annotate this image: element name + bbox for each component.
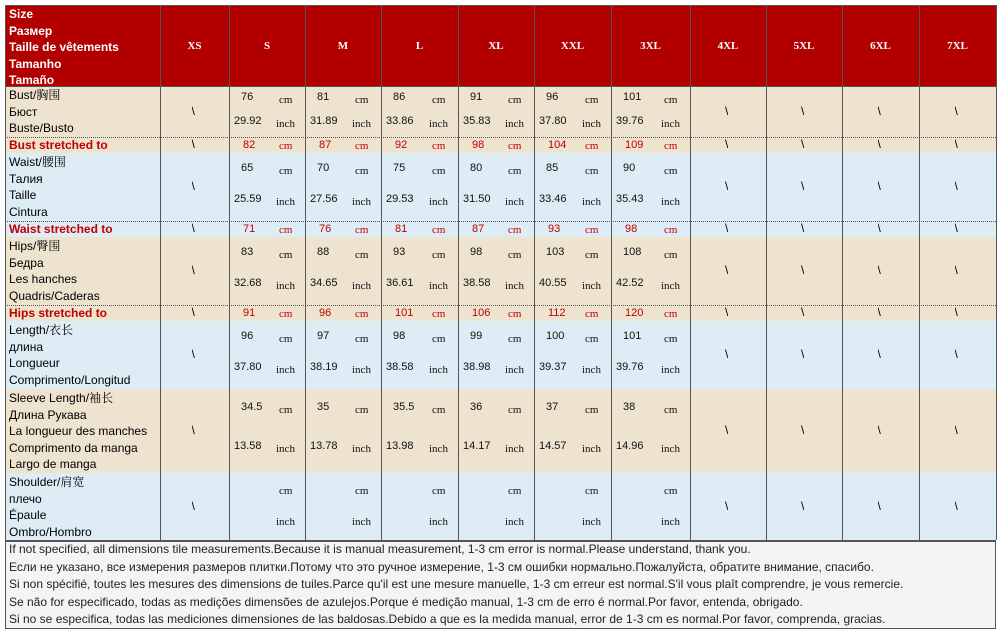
cm-unit: cm [508,164,522,177]
inch-value-waist: 31.50 [463,193,491,206]
stretch-value-waist: 98 [625,223,638,235]
size-heading-line: Size [9,7,34,21]
row-label-line: Бюст [9,104,38,119]
inch-value-sleeve: 13.98 [386,440,414,453]
inch-value-bust: 35.83 [463,114,491,127]
cm-value-length: 98 [393,329,406,342]
empty-mark: \ [801,423,805,437]
cm-unit: cm [585,164,599,177]
column-border [690,5,691,540]
row-label-sleeve [5,389,160,473]
footer-note: Si non spécifié, toutes les mesures des dimensions de tuiles.Parce qu'il est une mesure manuelle, 1-3 cm erreur est normal.S'il vous plaît comprendre, je vous remercie. [9,577,904,592]
cm-unit: cm [508,404,522,417]
inch-value-bust: 33.86 [386,114,414,127]
inch-value-sleeve: 14.57 [539,440,567,453]
cm-unit: cm [664,164,678,177]
stretch-label-hips: Hips stretched to [9,306,108,320]
size-header-5xl: 5XL [793,39,815,52]
column-border [5,5,6,540]
empty-mark: \ [725,137,729,151]
cm-unit: cm [432,308,446,320]
inch-value-bust: 31.89 [310,114,338,127]
cm-unit: cm [432,164,446,177]
cm-value-bust: 86 [393,91,406,104]
stretch-value-hips: 96 [319,307,332,319]
row-label-waist [5,153,160,221]
empty-mark: \ [954,103,958,118]
inch-unit: inch [429,515,448,528]
inch-unit: inch [661,117,680,130]
empty-mark: \ [801,137,805,151]
inch-value-hips: 32.68 [234,277,262,290]
size-header-xxl: XXL [560,39,585,52]
cm-value-length: 100 [546,329,565,342]
cm-unit: cm [355,484,369,497]
cm-value-length: 101 [623,329,642,342]
column-border [458,5,459,540]
footer-note: Se não for especificado, todas as medições dimensões de azulejos.Porque é medição manual, 1-3 cm de erro é normal.Por favor, entenda, obrigado. [9,594,803,609]
cm-value-sleeve: 36 [470,401,483,414]
row-label-line: Taille [9,188,37,203]
size-heading-line: Tamaño [9,73,55,86]
empty-mark: \ [954,179,958,193]
inch-value-hips: 38.58 [463,277,491,290]
cm-unit: cm [432,248,446,261]
empty-mark: \ [725,305,729,319]
cm-unit: cm [585,404,599,417]
inch-unit: inch [429,196,448,209]
stretch-value-hips: 101 [395,307,414,319]
empty-mark: \ [801,221,805,235]
size-header-3xl: 3XL [640,39,661,52]
inch-unit: inch [276,364,295,377]
column-border [611,5,612,540]
cm-unit: cm [355,308,369,320]
column-border [842,5,843,540]
column-border [229,5,230,540]
cm-unit: cm [279,94,293,107]
inch-unit: inch [582,515,601,528]
cm-value-waist: 70 [317,161,330,174]
empty-mark: \ [725,179,729,193]
stretch-value-bust: 92 [395,139,408,151]
empty-mark: \ [877,103,881,118]
inch-unit: inch [429,443,448,456]
empty-mark: \ [191,179,195,193]
empty-mark: \ [191,498,195,513]
empty-mark: \ [191,347,195,361]
cm-unit: cm [355,332,369,345]
row-label-line: Length/衣长 [9,323,74,337]
stretch-value-waist: 71 [243,223,256,235]
cm-unit: cm [432,332,446,345]
cm-unit: cm [508,224,522,236]
empty-mark: \ [954,263,958,277]
row-label-line: Bust/胸围 [9,88,61,102]
empty-mark: \ [877,179,881,193]
column-border [305,5,306,540]
empty-mark: \ [191,305,195,319]
empty-mark: \ [191,221,195,235]
inch-unit: inch [276,196,295,209]
row-label-line: Ombro/Hombro [9,524,92,539]
cm-unit: cm [585,308,599,320]
stretch-separator [5,221,996,222]
stretch-separator [5,305,996,306]
cm-unit: cm [279,308,293,320]
empty-mark: \ [954,423,958,437]
cm-value-sleeve: 37 [546,401,559,414]
empty-mark: \ [954,305,958,319]
empty-mark: \ [954,137,958,151]
cm-unit: cm [585,224,599,236]
inch-unit: inch [505,364,524,377]
row-label-line: Waist/腰围 [9,155,66,169]
cm-value-hips: 83 [241,245,254,258]
size-header-m: M [337,39,349,52]
inch-value-bust: 29.92 [234,114,262,127]
cm-unit: cm [279,332,293,345]
header-bottom-border [5,86,996,87]
cm-value-length: 97 [317,329,330,342]
cm-unit: cm [279,484,293,497]
inch-unit: inch [352,515,371,528]
footer-note: Если не указано, все измерения размеров плитки.Потому что это ручное измерение, 1-3 см ошибки нормально.Пожалуйста, обратите внимание, спасибо. [9,559,874,574]
size-header-s: S [263,39,271,52]
stretch-value-hips: 106 [472,307,491,319]
inch-value-waist: 29.53 [386,193,414,206]
row-label-line: Les hanches [9,272,78,287]
size-heading [5,5,160,86]
size-heading-line: Taille de vêtements [9,40,119,55]
inch-value-hips: 42.52 [616,277,644,290]
cm-value-length: 99 [470,329,483,342]
cm-value-waist: 80 [470,161,483,174]
size-header-4xl: 4XL [717,39,739,52]
cm-unit: cm [664,140,678,152]
cm-unit: cm [355,164,369,177]
inch-unit: inch [276,117,295,130]
cm-unit: cm [664,248,678,261]
cm-unit: cm [432,224,446,236]
cm-value-sleeve: 38 [623,401,636,414]
empty-mark: \ [725,263,729,277]
cm-unit: cm [279,140,293,152]
cm-value-sleeve: 34.5 [241,401,263,414]
inch-value-length: 38.98 [463,361,491,374]
cm-value-sleeve: 35 [317,401,330,414]
inch-unit: inch [582,117,601,130]
cm-unit: cm [664,332,678,345]
inch-unit: inch [352,117,371,130]
row-label-line: La longueur des manches [9,424,148,439]
empty-mark: \ [877,305,881,319]
cm-unit: cm [664,484,678,497]
cm-value-bust: 96 [546,91,559,104]
cm-unit: cm [432,404,446,417]
cm-unit: cm [279,248,293,261]
empty-mark: \ [877,423,881,437]
row-label-hips [5,237,160,305]
empty-mark: \ [725,423,729,437]
inch-unit: inch [429,364,448,377]
row-label-line: Buste/Busto [9,121,74,136]
cm-unit: cm [508,484,522,497]
inch-value-sleeve: 14.17 [463,440,491,453]
cm-value-waist: 65 [241,161,254,174]
cm-unit: cm [355,224,369,236]
inch-unit: inch [352,364,371,377]
inch-unit: inch [505,196,524,209]
row-label-line: Hips/臀围 [9,239,61,253]
empty-mark: \ [801,498,805,513]
empty-mark: \ [877,137,881,151]
size-header-xl: XL [488,39,504,52]
inch-unit: inch [661,443,680,456]
inch-unit: inch [661,515,680,528]
cm-unit: cm [432,140,446,152]
inch-value-waist: 35.43 [616,193,644,206]
cm-value-sleeve: 35.5 [393,401,415,414]
row-label-line: Quadris/Caderas [9,288,100,303]
row-label-line: Comprimento da manga [9,440,138,455]
row-label-line: плечо [9,491,42,506]
empty-mark: \ [877,498,881,513]
stretch-value-bust: 82 [243,139,256,151]
inch-value-sleeve: 13.78 [310,440,338,453]
stretch-value-waist: 87 [472,223,485,235]
inch-unit: inch [429,280,448,293]
inch-unit: inch [582,280,601,293]
cm-unit: cm [508,140,522,152]
cm-unit: cm [355,404,369,417]
cm-value-hips: 98 [470,245,483,258]
empty-mark: \ [191,263,195,277]
cm-value-bust: 91 [470,91,483,104]
row-label-line: Longueur [9,356,60,371]
stretch-value-bust: 98 [472,139,485,151]
cm-value-bust: 81 [317,91,330,104]
inch-unit: inch [582,364,601,377]
inch-unit: inch [661,196,680,209]
empty-mark: \ [801,263,805,277]
cm-unit: cm [585,248,599,261]
row-label-line: Длина Рукава [9,407,87,422]
size-header-7xl: 7XL [947,39,968,52]
row-label-line: Cintura [9,204,48,219]
stretch-label-bust: Bust stretched to [9,138,108,152]
inch-unit: inch [276,280,295,293]
cm-value-hips: 93 [393,245,406,258]
footer-note: If not specified, all dimensions tile measurements.Because it is manual measurement, 1-3 cm error is normal.Please understand, thank you. [9,542,751,556]
row-label-line: длина [9,339,44,354]
cm-unit: cm [508,248,522,261]
row-label-line: Бедра [9,255,44,270]
inch-value-length: 38.58 [386,361,414,374]
column-border [996,5,997,540]
inch-value-waist: 33.46 [539,193,567,206]
inch-unit: inch [661,364,680,377]
inch-value-hips: 40.55 [539,277,567,290]
size-header-l: L [415,39,424,52]
column-border [919,5,920,540]
empty-mark: \ [725,347,729,361]
cm-unit: cm [585,484,599,497]
empty-mark: \ [801,347,805,361]
empty-mark: \ [191,423,195,437]
cm-unit: cm [355,140,369,152]
inch-value-waist: 25.59 [234,193,262,206]
cm-value-waist: 75 [393,161,406,174]
stretch-value-waist: 76 [319,223,332,235]
inch-unit: inch [505,280,524,293]
inch-unit: inch [429,117,448,130]
stretch-value-bust: 104 [548,139,567,151]
inch-value-length: 37.80 [234,361,262,374]
row-label-line: Shoulder/肩宽 [9,475,85,489]
row-label-length [5,321,160,389]
inch-value-length: 39.37 [539,361,567,374]
inch-value-bust: 39.76 [616,114,644,127]
empty-mark: \ [877,221,881,235]
stretch-value-bust: 87 [319,139,332,151]
inch-value-length: 39.76 [616,361,644,374]
size-header-6xl: 6XL [870,39,891,52]
stretch-separator [5,137,996,138]
stretch-label-waist: Waist stretched to [9,222,113,236]
empty-mark: \ [801,179,805,193]
column-border [381,5,382,540]
empty-mark: \ [191,103,195,118]
inch-value-sleeve: 14.96 [616,440,644,453]
inch-unit: inch [276,443,295,456]
empty-mark: \ [954,498,958,513]
row-label-shoulder [5,473,160,540]
row-label-line: Талия [9,171,43,186]
cm-unit: cm [664,94,678,107]
cm-value-waist: 85 [546,161,559,174]
cm-unit: cm [279,164,293,177]
cm-unit: cm [279,224,293,236]
size-heading-line: Размер [9,23,53,38]
empty-mark: \ [725,221,729,235]
inch-unit: inch [505,515,524,528]
row-label-line: Sleeve Length/袖长 [9,391,114,405]
cm-unit: cm [355,94,369,107]
cm-value-hips: 108 [623,245,642,258]
stretch-value-hips: 91 [243,307,256,319]
stretch-value-hips: 120 [625,307,644,319]
cm-value-bust: 76 [241,91,254,104]
cm-unit: cm [585,332,599,345]
empty-mark: \ [954,221,958,235]
column-border [534,5,535,540]
column-border [766,5,767,540]
inch-unit: inch [661,280,680,293]
cm-unit: cm [432,484,446,497]
inch-value-waist: 27.56 [310,193,338,206]
inch-unit: inch [352,443,371,456]
size-header-xs: XS [187,39,202,52]
table-top-border [5,5,996,6]
cm-unit: cm [508,308,522,320]
inch-value-hips: 34.65 [310,277,338,290]
empty-mark: \ [877,263,881,277]
cm-unit: cm [432,94,446,107]
empty-mark: \ [801,305,805,319]
inch-unit: inch [505,443,524,456]
footer-note: Si no se especifica, todas las mediciones dimensiones de las baldosas.Debido a que es la medida manual, error de 1-3 cm es normal.Por favor, comprenda, gracias. [9,612,886,627]
cm-unit: cm [585,140,599,152]
inch-unit: inch [582,196,601,209]
empty-mark: \ [954,347,958,361]
cm-unit: cm [664,308,678,320]
stretch-value-waist: 81 [395,223,408,235]
inch-unit: inch [276,515,295,528]
inch-unit: inch [505,117,524,130]
empty-mark: \ [725,498,729,513]
inch-value-bust: 37.80 [539,114,567,127]
stretch-value-waist: 93 [548,223,561,235]
empty-mark: \ [801,103,805,118]
cm-value-bust: 101 [623,91,642,104]
cm-unit: cm [508,332,522,345]
empty-mark: \ [877,347,881,361]
column-border [160,5,161,540]
size-heading-line: Tamanho [9,56,62,71]
cm-unit: cm [279,404,293,417]
row-label-line: Comprimento/Longitud [9,372,131,387]
empty-mark: \ [191,137,195,151]
inch-unit: inch [582,443,601,456]
empty-mark: \ [725,103,729,118]
inch-value-sleeve: 13.58 [234,440,262,453]
cm-value-hips: 88 [317,245,330,258]
cm-unit: cm [355,248,369,261]
cm-unit: cm [664,404,678,417]
stretch-value-hips: 112 [548,307,566,319]
stretch-value-bust: 109 [625,139,644,151]
cm-unit: cm [508,94,522,107]
cm-unit: cm [664,224,678,236]
cm-value-length: 96 [241,329,254,342]
inch-value-hips: 36.61 [386,277,414,290]
inch-value-length: 38.19 [310,361,338,374]
inch-unit: inch [352,280,371,293]
cm-value-hips: 103 [546,245,565,258]
cm-value-waist: 90 [623,161,636,174]
row-label-line: Largo de manga [9,457,97,472]
row-label-line: Épaule [9,508,47,523]
inch-unit: inch [352,196,371,209]
row-label-bust [5,86,160,137]
cm-unit: cm [585,94,599,107]
